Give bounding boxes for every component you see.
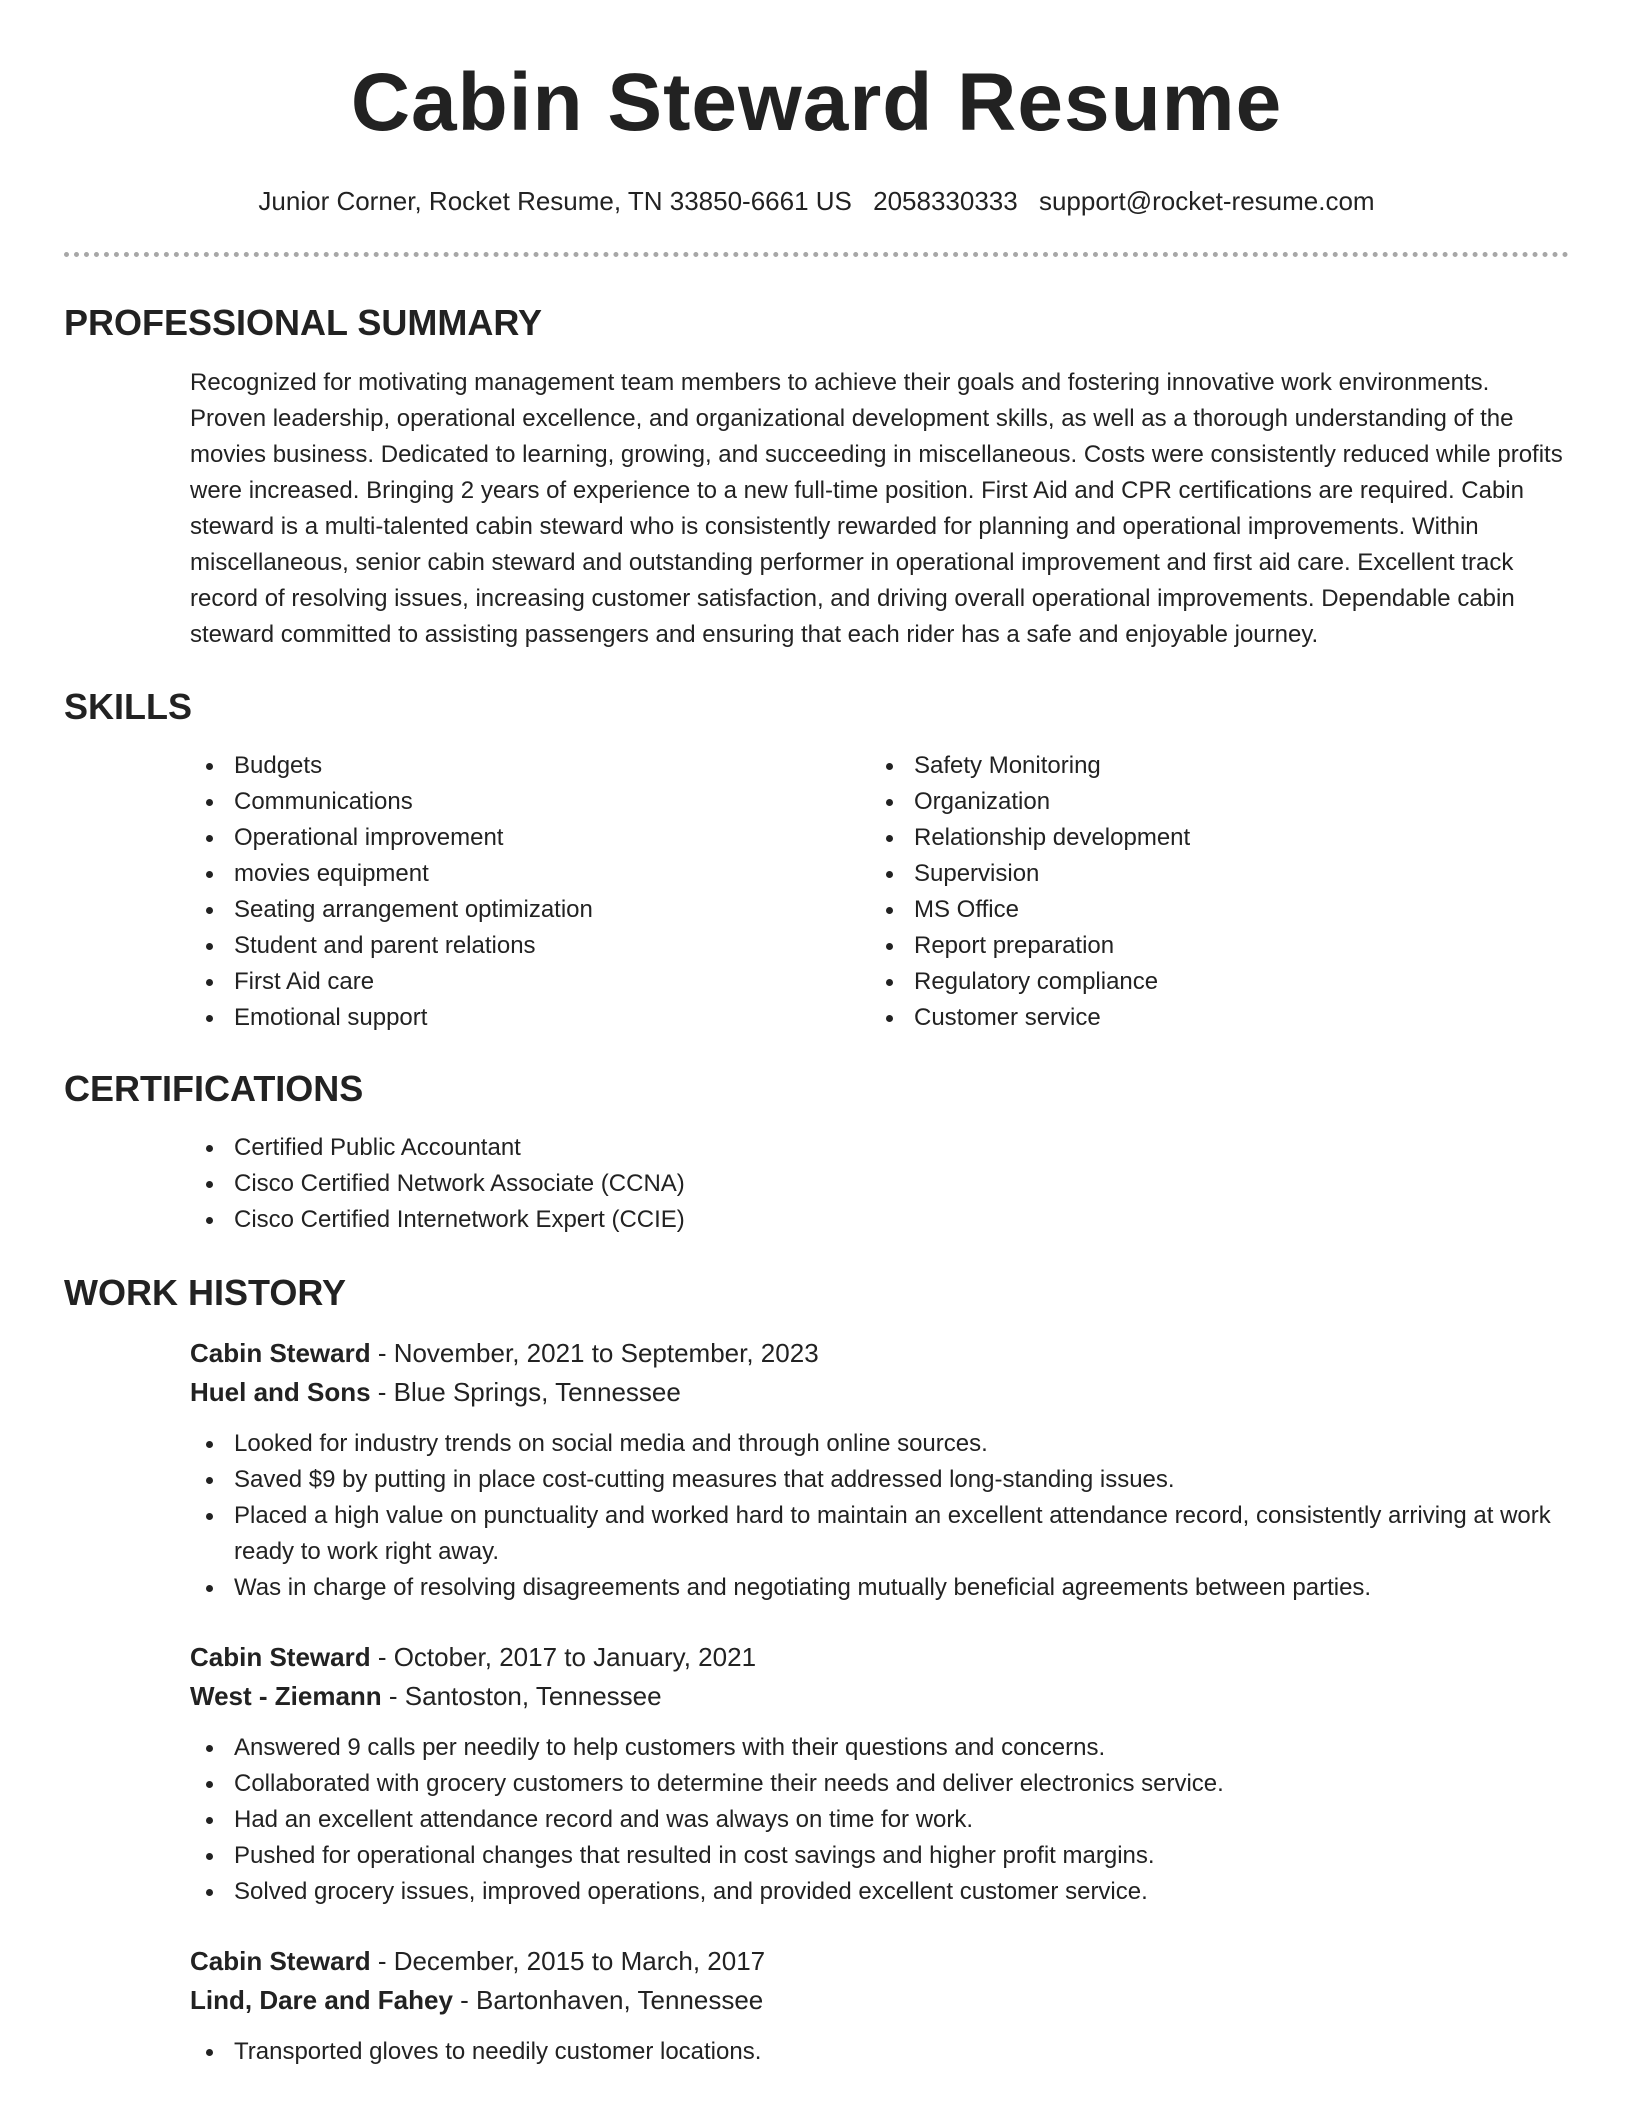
certification-item: Cisco Certified Internetwork Expert (CCIE) [190,1202,1569,1238]
job-bullet: Answered 9 calls per needily to help customers with their questions and concerns. [190,1730,1569,1766]
job-bullets [190,1730,1569,1910]
skill-item: Seating arrangement optimization [190,892,870,928]
job-title: Cabin Steward [190,1338,371,1368]
skill-item: Operational improvement [190,820,870,856]
job-title: Cabin Steward [190,1946,371,1976]
contact-phone: 2058330333 [873,186,1018,216]
contact-address: Junior Corner, Rocket Resume, TN 33850-6661 US [258,186,852,216]
job-title-line [190,1942,1569,1981]
skill-item: Student and parent relations [190,928,870,964]
job-company: Huel and Sons [190,1377,371,1407]
skill-item: movies equipment [190,856,870,892]
job-bullet: Placed a high value on punctuality and worked hard to maintain an excellent attendance record, consistently arriving at work ready to work right away. [190,1498,1569,1570]
job-title: Cabin Steward [190,1642,371,1672]
job-bullet: Looked for industry trends on social media and through online sources. [190,1426,1569,1462]
job-company-line [190,1981,1569,2020]
job-company: West - Ziemann [190,1681,382,1711]
skills-left-list [190,748,870,1036]
job-dates: - October, 2017 to January, 2021 [370,1642,757,1672]
skill-item: Relationship development [870,820,1550,856]
job-entry [190,1942,1569,2070]
job-bullet: Saved $9 by putting in place cost-cutting measures that addressed long-standing issues. [190,1462,1569,1498]
job-company: Lind, Dare and Fahey [190,1985,453,2015]
job-dates: - December, 2015 to March, 2017 [370,1946,766,1976]
summary-heading: PROFESSIONAL SUMMARY [64,302,543,343]
job-entry [190,1334,1569,1606]
certifications-list [190,1130,1569,1238]
skills-heading: SKILLS [64,686,193,727]
skill-item: Organization [870,784,1550,820]
job-title-line [190,1334,1569,1373]
job-location: - Blue Springs, Tennessee [370,1377,681,1407]
job-bullet: Had an excellent attendance record and was always on time for work. [190,1802,1569,1838]
skill-item: Emotional support [190,1000,870,1036]
skill-item: Regulatory compliance [870,964,1550,1000]
job-bullets [190,1426,1569,1606]
job-bullets [190,2034,1569,2070]
job-title-line [190,1638,1569,1677]
skill-item: MS Office [870,892,1550,928]
skill-item: Customer service [870,1000,1550,1036]
summary-text: Recognized for motivating management team members to achieve their goals and fostering innovative work environments. Proven leadership, operational excellence, and organizational development skills, as well as a thorough understanding of the movies business. Dedicated to learning, growing, and succeeding in miscellaneous. Costs were consistently reduced while profits were increased. Bringing 2 years of experience to a new full-time position. First Aid and CPR certifications are required. Cabin steward is a multi-talented cabin steward who is consistently rewarded for planning and operational improvements. Within miscellaneous, senior cabin steward and outstanding performer in operational improvement and first aid care. Excellent track record of resolving issues, increasing customer satisfaction, and driving overall operational improvements. Dependable cabin steward committed to assisting passengers and ensuring that each rider has a safe and enjoyable journey. [190,369,1563,648]
job-entry [190,1638,1569,1910]
resume-page [64,0,1569,2070]
skills-columns [190,748,1569,1036]
skill-item: Safety Monitoring [870,748,1550,784]
job-dates: - November, 2021 to September, 2023 [370,1338,819,1368]
certification-item: Cisco Certified Network Associate (CCNA) [190,1166,1569,1202]
job-company-line [190,1373,1569,1412]
job-bullet: Was in charge of resolving disagreements and negotiating mutually beneficial agreements between parties. [190,1570,1569,1606]
job-bullet: Transported gloves to needily customer locations. [190,2034,1569,2070]
skill-item: Communications [190,784,870,820]
contact-line [64,183,1569,219]
job-company-line [190,1677,1569,1716]
job-bullet: Solved grocery issues, improved operations, and provided excellent customer service. [190,1874,1569,1910]
skill-item: Report preparation [870,928,1550,964]
job-location: - Bartonhaven, Tennessee [452,1985,764,2015]
resume-title: Cabin Steward Resume [350,57,1283,148]
skills-right-list [870,748,1550,1036]
job-bullet: Collaborated with grocery customers to determine their needs and deliver electronics service. [190,1766,1569,1802]
job-bullet: Pushed for operational changes that resulted in cost savings and higher profit margins. [190,1838,1569,1874]
header-divider [64,252,1569,257]
certifications-heading: CERTIFICATIONS [64,1068,364,1109]
contact-email[interactable]: support@rocket-resume.com [1038,186,1375,216]
work-history-heading: WORK HISTORY [64,1272,347,1313]
job-location: - Santoston, Tennessee [381,1681,662,1711]
certification-item: Certified Public Accountant [190,1130,1569,1166]
skill-item: First Aid care [190,964,870,1000]
skill-item: Budgets [190,748,870,784]
skill-item: Supervision [870,856,1550,892]
